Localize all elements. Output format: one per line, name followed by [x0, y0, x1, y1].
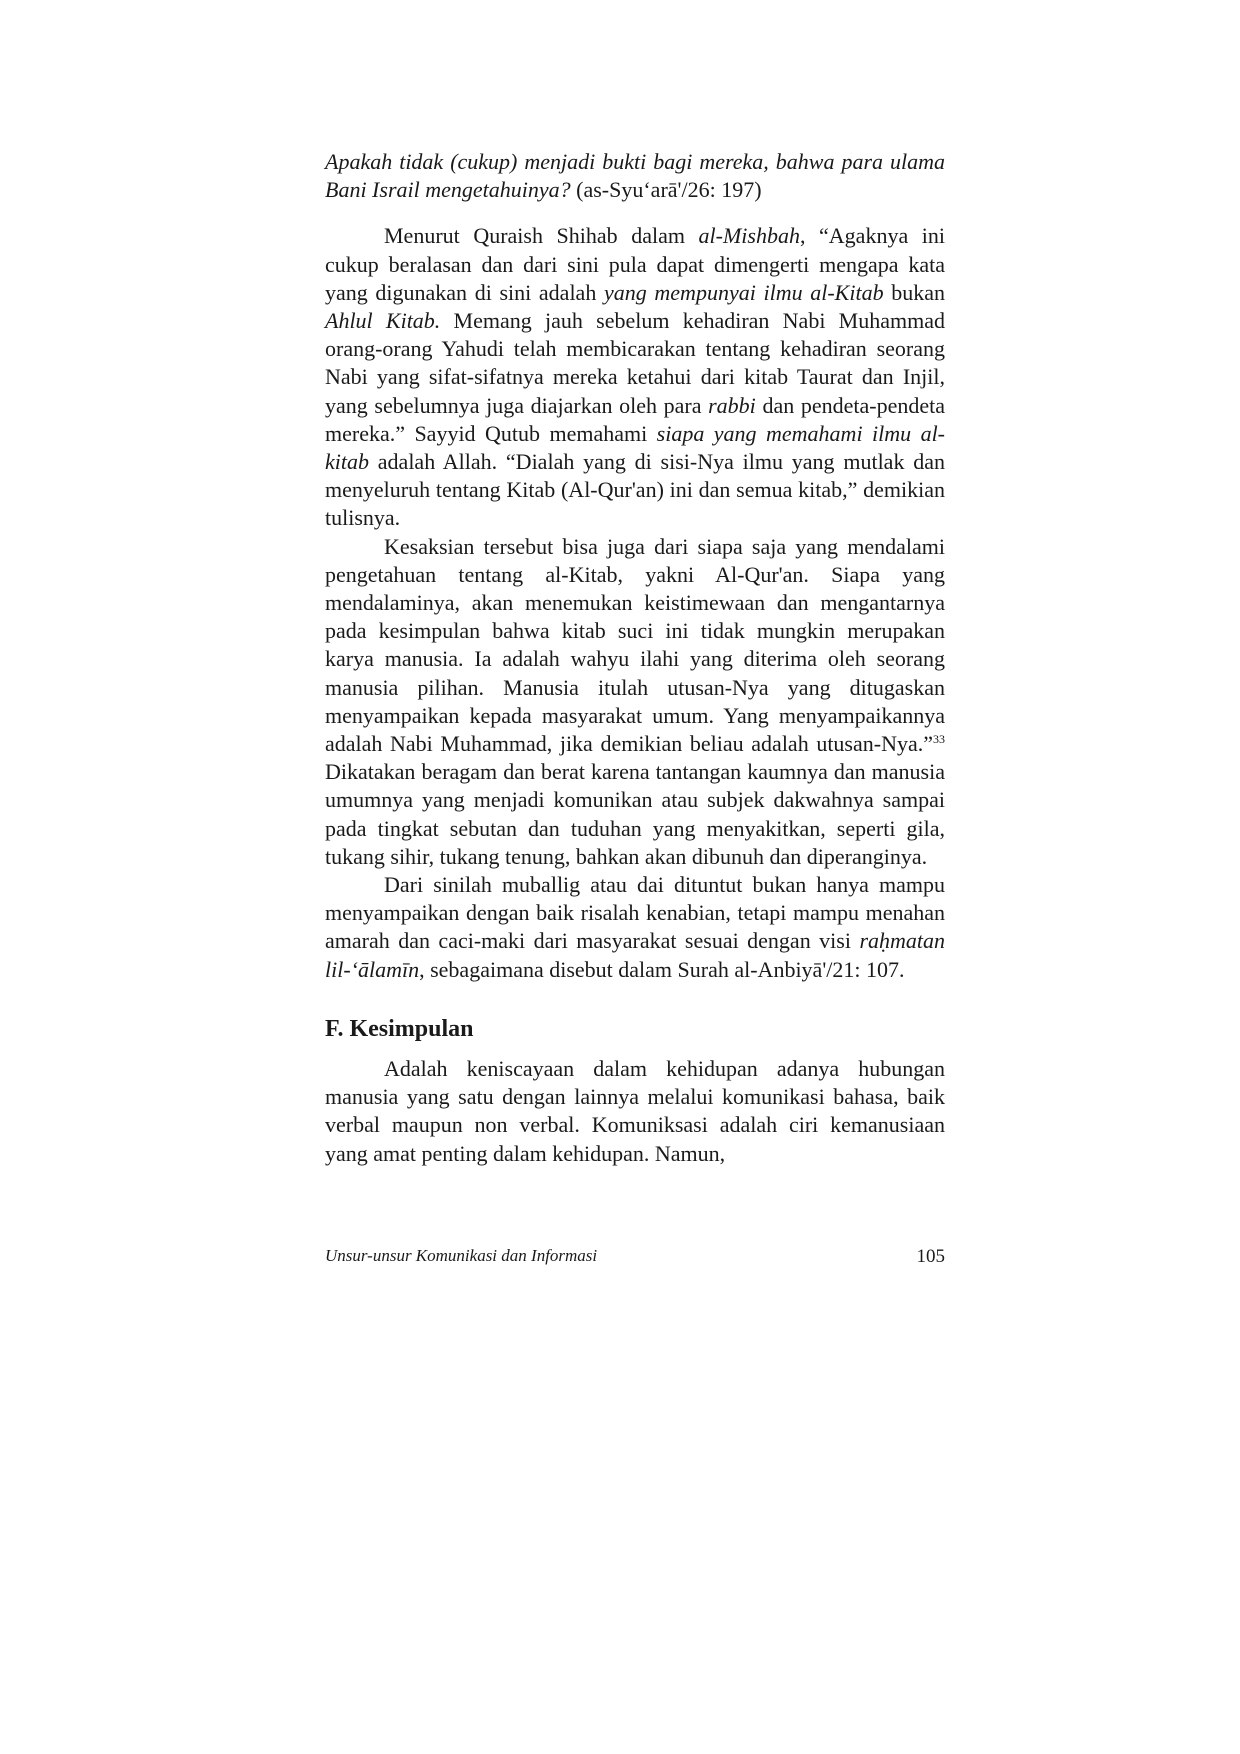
- p1-italic-2: yang mempunyai ilmu al-Kitab: [603, 279, 884, 305]
- page-footer: [325, 1246, 945, 1270]
- p1-italic-5: siapa yang memahami ilmu al-kitab: [325, 420, 946, 475]
- paragraph-2: [325, 533, 945, 871]
- verse-translation: Apakah tidak (cukup) menjadi bukti bagi mereka, bahwa para ulama Bani Israil mengetahuinya?: [325, 149, 945, 203]
- p1-text-4: Memang jauh sebelum kehadiran Nabi Muhammad orang-orang Yahudi telah membicarakan tentang kehadiran seorang Nabi yang sifat-sifatnya mereka ketahui dari kitab Taurat dan Injil, yang sebelumnya juga diajarkan oleh para: [325, 308, 945, 418]
- page-number: 105: [916, 1246, 945, 1267]
- p1-italic-4: rabbi: [708, 392, 756, 418]
- footnote-marker[interactable]: 33: [933, 732, 945, 747]
- p3-italic-1: raḥmatan lil-‘ālamīn: [325, 928, 945, 982]
- p1-text-1: Menurut Quraish Shihab dalam: [384, 223, 699, 249]
- p1-text-2: , “Agaknya ini cukup beralasan dan dari sini pula dapat dimengerti mengapa kata yang digunakan di sini adalah: [325, 223, 945, 305]
- p3-text-2: , sebagaimana disebut dalam Surah al-Anbiyā'/21: 107.: [419, 956, 905, 982]
- page-body: [325, 148, 945, 1168]
- p3-text-1: Dari sinilah muballig atau dai dituntut bukan hanya mampu menyampaikan dengan baik risalah kenabian, tetapi mampu menahan amarah dan caci-maki dari masyarakat sesuai dengan visi: [325, 872, 945, 954]
- p1-italic-1: al-Mishbah: [698, 223, 800, 249]
- p1-text-3: bukan: [883, 279, 945, 305]
- p1-italic-3: Ahlul Kitab.: [325, 308, 441, 334]
- p2-text-2: Dikatakan beragam dan berat karena tantangan kaumnya dan manusia umumnya yang menjadi komunikan atau subjek dakwahnya sampai pada tingkat sebutan dan tuduhan yang menyakitkan, seperti gila, tukang sihir, tukang tenung, bahkan akan dibunuh dan diperanginya.: [325, 759, 945, 869]
- paragraph-3: [325, 871, 945, 984]
- section-heading: F. Kesimpulan: [325, 1015, 474, 1042]
- p1-text-6: adalah Allah. “Dialah yang di sisi-Nya ilmu yang mutlak dan menyeluruh tentang Kitab (Al-Qur'an) ini dan semua kitab,” demikian tulisnya.: [325, 449, 945, 531]
- verse-reference: (as-Syu‘arā'/26: 197): [570, 177, 762, 203]
- running-title: Unsur-unsur Komunikasi dan Informasi: [325, 1246, 598, 1265]
- quoted-verse: [325, 148, 945, 204]
- conclusion-paragraph: Adalah keniscayaan dalam kehidupan adanya hubungan manusia yang satu dengan lainnya melalui komunikasi bahasa, baik verbal maupun non verbal. Komuniksasi adalah ciri kemanusiaan yang amat penting dalam kehidupan. Namun,: [325, 1055, 945, 1166]
- p2-text-1: Kesaksian tersebut bisa juga dari siapa saja yang mendalami pengetahuan tentang al-Kitab, yakni Al-Qur'an. Siapa yang mendalaminya, akan menemukan keistimewaan dan mengantarnya pada kesimpulan bahwa kitab suci ini tidak mungkin merupakan karya manusia. Ia adalah wahyu ilahi yang diterima oleh seorang manusia pilihan. Manusia itulah utusan-Nya yang ditugaskan menyampaikan kepada masyarakat umum. Yang menyampaikannya adalah Nabi Muhammad, jika demikian beliau adalah utusan-Nya.”: [325, 533, 945, 757]
- p1-text-5: dan pendeta-pendeta mereka.” Sayyid Qutub memahami: [325, 392, 945, 446]
- paragraph-1: [325, 222, 945, 532]
